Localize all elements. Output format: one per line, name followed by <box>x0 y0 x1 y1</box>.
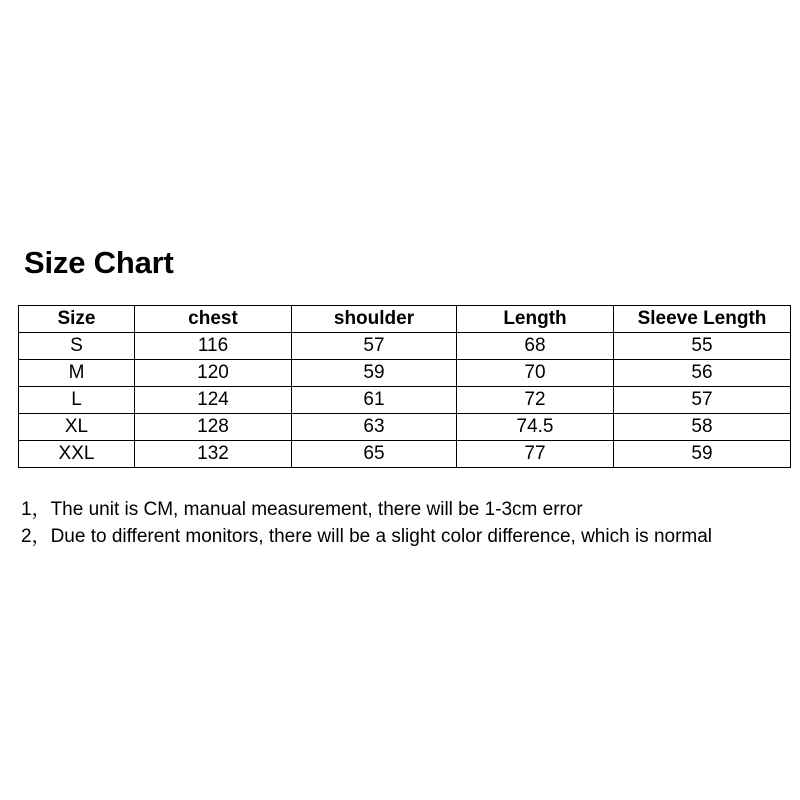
notes-list <box>21 496 712 550</box>
table-row <box>19 414 791 441</box>
cell-shoulder: 57 <box>292 333 457 360</box>
header-shoulder: shoulder <box>292 306 457 333</box>
cell-sleeve-length: 59 <box>614 441 791 468</box>
cell-chest: 120 <box>135 360 292 387</box>
cell-chest: 116 <box>135 333 292 360</box>
cell-length: 72 <box>457 387 614 414</box>
cell-length: 74.5 <box>457 414 614 441</box>
cell-size: S <box>19 333 135 360</box>
cell-sleeve-length: 56 <box>614 360 791 387</box>
size-table <box>18 305 791 468</box>
table-header-row <box>19 306 791 333</box>
cell-shoulder: 61 <box>292 387 457 414</box>
cell-chest: 132 <box>135 441 292 468</box>
cell-sleeve-length: 58 <box>614 414 791 441</box>
header-sleeve-length: Sleeve Length <box>614 306 791 333</box>
cell-length: 68 <box>457 333 614 360</box>
table-row <box>19 333 791 360</box>
note-color: 2，Due to different monitors, there will be a slight color difference, which is normal <box>21 526 713 547</box>
cell-shoulder: 59 <box>292 360 457 387</box>
cell-size: L <box>19 387 135 414</box>
cell-length: 77 <box>457 441 614 468</box>
page-title: Size Chart <box>24 245 174 280</box>
cell-sleeve-length: 55 <box>614 333 791 360</box>
cell-size: XXL <box>19 441 135 468</box>
cell-chest: 124 <box>135 387 292 414</box>
header-size: Size <box>19 306 135 333</box>
cell-length: 70 <box>457 360 614 387</box>
cell-shoulder: 63 <box>292 414 457 441</box>
header-length: Length <box>457 306 614 333</box>
table-row <box>19 387 791 414</box>
table-row <box>19 360 791 387</box>
table-row <box>19 441 791 468</box>
cell-size: XL <box>19 414 135 441</box>
cell-shoulder: 65 <box>292 441 457 468</box>
cell-sleeve-length: 57 <box>614 387 791 414</box>
header-chest: chest <box>135 306 292 333</box>
cell-size: M <box>19 360 135 387</box>
note-unit: 1，The unit is CM, manual measurement, there will be 1-3cm error <box>21 499 583 520</box>
cell-chest: 128 <box>135 414 292 441</box>
